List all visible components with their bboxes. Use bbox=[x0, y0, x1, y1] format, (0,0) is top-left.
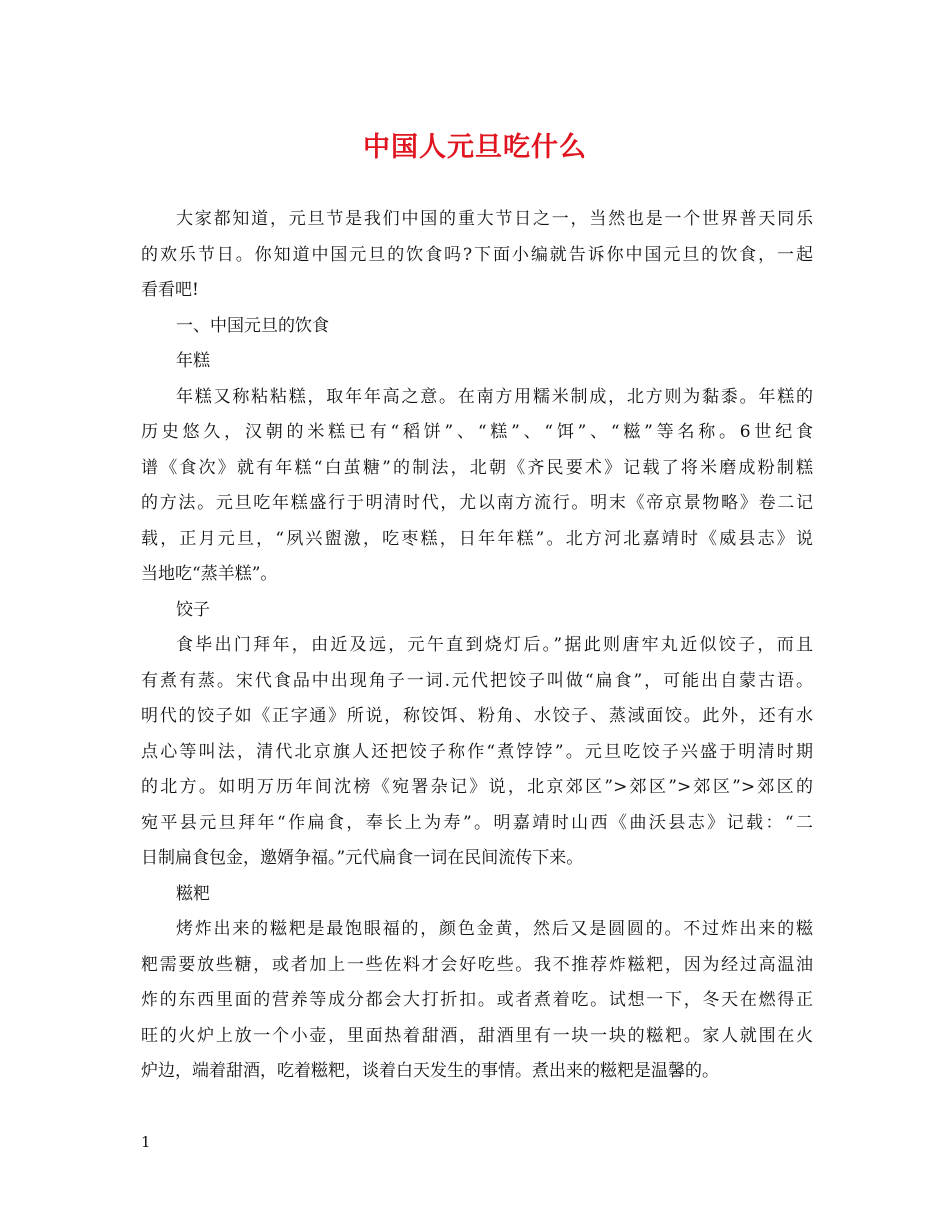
subheading-niangao: 年糕 bbox=[176, 351, 210, 371]
paragraph-line: 历史悠久，汉朝的米糕已有“稻饼”、“糕”、“饵”、“糍”等名称。6世纪食 bbox=[141, 422, 813, 442]
paragraph-line: 载，正月元旦，“夙兴盥激，吃枣糕，日年年糕”。北方河北嘉靖时《威县志》说 bbox=[141, 528, 813, 549]
page-number: 1 bbox=[141, 1133, 151, 1151]
paragraph-line: 的方法。元旦吃年糕盛行于明清时代，尤以南方流行。明末《帝京景物略》卷二记 bbox=[141, 493, 813, 513]
subheading-jiaozi: 饺子 bbox=[176, 599, 210, 620]
intro-line: 看看吧! bbox=[141, 280, 199, 300]
paragraph-line: 炉边，端着甜酒，吃着糍粑，谈着白天发生的事情。煮出来的糍粑是温馨的。 bbox=[141, 1061, 719, 1081]
intro-line: 大家都知道，元旦节是我们中国的重大节日之一，当然也是一个世界普天同乐 bbox=[176, 209, 813, 229]
paragraph-line: 年糕又称粘粘糕，取年年高之意。在南方用糯米制成，北方则为黏黍。年糕的 bbox=[176, 386, 813, 407]
document-body bbox=[141, 202, 813, 1090]
paragraph-line: 日制扁食包金，邀婿争福。”元代扁食一词在民间流传下来。 bbox=[141, 848, 584, 868]
paragraph-line: 的北方。如明万历年间沈榜《宛署杂记》说，北京郊区”>郊区”>郊区”>郊区的 bbox=[141, 777, 813, 797]
paragraph-line: 炸的东西里面的营养等成分都会大打折扣。或者煮着吃。试想一下，冬天在燃得正 bbox=[141, 990, 813, 1010]
paragraph-line: 点心等叫法，清代北京旗人还把饺子称作“煮饽饽”。元旦吃饺子兴盛于明清时期 bbox=[141, 741, 813, 762]
paragraph-line: 粑需要放些糖，或者加上一些佐料才会好吃些。我不推荐炸糍粑，因为经过高温油 bbox=[141, 954, 813, 975]
paragraph-line: 旺的火炉上放一个小壶，里面热着甜酒，甜酒里有一块一块的糍粑。家人就围在火 bbox=[141, 1025, 813, 1046]
paragraph-line: 当地吃“蒸羊糕”。 bbox=[141, 564, 278, 584]
document-title: 中国人元旦吃什么 bbox=[363, 132, 587, 163]
section-heading: 一、中国元旦的饮食 bbox=[176, 315, 329, 336]
paragraph-line: 宛平县元旦拜年“作扁食，奉长上为寿”。明嘉靖时山西《曲沃县志》记载：“二 bbox=[141, 812, 813, 833]
paragraph-line: 谱《食次》就有年糕“白茧糖”的制法，北朝《齐民要术》记载了将米磨成粉制糕 bbox=[141, 457, 813, 478]
intro-line: 的欢乐节日。你知道中国元旦的饮食吗?下面小编就告诉你中国元旦的饮食，一起 bbox=[141, 244, 813, 265]
subheading-ciba: 糍粑 bbox=[176, 883, 210, 904]
paragraph-line: 食毕出门拜年，由近及远，元午直到烧灯后。”据此则唐牢丸近似饺子，而且 bbox=[176, 635, 813, 655]
paragraph-line: 有煮有蒸。宋代食品中出现角子一词.元代把饺子叫做“扁食”，可能出自蒙古语。 bbox=[141, 670, 813, 691]
paragraph-line: 烤炸出来的糍粑是最饱眼福的，颜色金黄，然后又是圆圆的。不过炸出来的糍 bbox=[176, 919, 813, 939]
paragraph-line: 明代的饺子如《正字通》所说，称饺饵、粉角、水饺子、蒸淢面饺。此外，还有水 bbox=[141, 706, 813, 726]
